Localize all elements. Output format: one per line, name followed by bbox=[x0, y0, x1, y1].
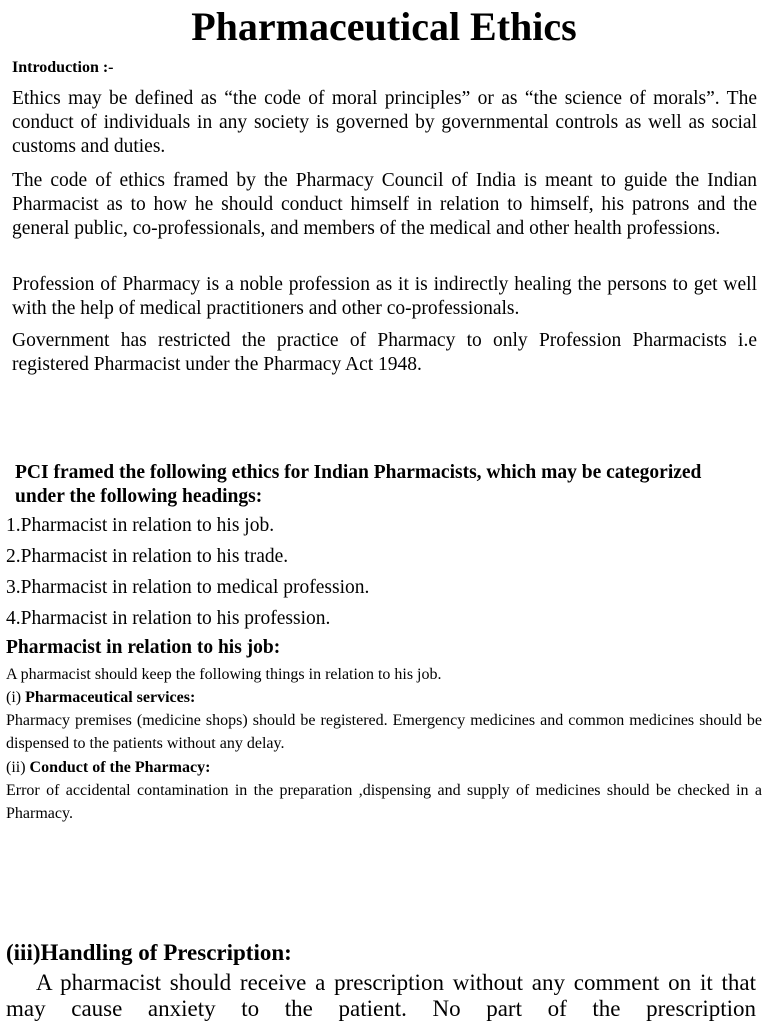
introduction-label: Introduction :- bbox=[12, 59, 114, 76]
job-item-2-heading bbox=[6, 756, 762, 779]
job-section-heading: Pharmacist in relation to his job: bbox=[6, 637, 281, 658]
job-item-2-number: (ii) bbox=[6, 759, 30, 776]
prescription-number: (iii) bbox=[6, 940, 41, 965]
list-item: 1.Pharmacist in relation to his job. bbox=[6, 515, 275, 536]
intro-paragraph-3: Profession of Pharmacy is a noble profession as it is indirectly healing the persons to get well with the help of medical practitioners and other co-professionals. bbox=[12, 274, 757, 319]
job-item-1-text: Pharmacy premises (medicine shops) should be registered. Emergency medicines and common medicines should be dispensed to the patients without any delay. bbox=[6, 712, 762, 752]
job-item-1-number: (i) bbox=[6, 689, 26, 706]
list-item: 4.Pharmacist in relation to his profession. bbox=[6, 608, 331, 629]
job-item-2-title: Conduct of the Pharmacy: bbox=[29, 759, 211, 776]
prescription-text: A pharmacist should receive a prescription without any comment on it that may cause anxiety to the patient. No part of the prescription bbox=[6, 970, 756, 1021]
job-item-1-heading bbox=[6, 686, 762, 709]
prescription-heading bbox=[6, 940, 292, 966]
job-item-1-title: Pharmaceutical services: bbox=[25, 689, 196, 706]
headings-list bbox=[6, 510, 369, 634]
list-item: 3.Pharmacist in relation to medical profession. bbox=[6, 577, 370, 598]
job-section-intro: A pharmacist should keep the following things in relation to his job. bbox=[6, 666, 442, 683]
prescription-title: Handling of Prescription: bbox=[40, 940, 292, 965]
list-item: 2.Pharmacist in relation to his trade. bbox=[6, 546, 289, 567]
job-item-2-text: Error of accidental contamination in the preparation ,dispensing and supply of medicines should be checked in a Pharmacy. bbox=[6, 782, 762, 822]
intro-paragraph-4: Government has restricted the practice of Pharmacy to only Profession Pharmacists i.e registered Pharmacist under the Pharmacy Act 1948. bbox=[12, 330, 757, 375]
page-title: Pharmaceutical Ethics bbox=[191, 4, 577, 49]
intro-paragraph-1: Ethics may be defined as “the code of moral principles” or as “the science of morals”. The conduct of individuals in any society is governed by governmental controls as well as social customs and duties. bbox=[12, 88, 757, 157]
pci-heading: PCI framed the following ethics for Indian Pharmacists, which may be categorized under the following headings: bbox=[15, 462, 702, 507]
intro-paragraph-2: The code of ethics framed by the Pharmacy Council of India is meant to guide the Indian Pharmacist as to how he should conduct himself in relation to himself, his patrons and the general public, co-professionals, and members of the medical and other health professions. bbox=[12, 170, 757, 239]
